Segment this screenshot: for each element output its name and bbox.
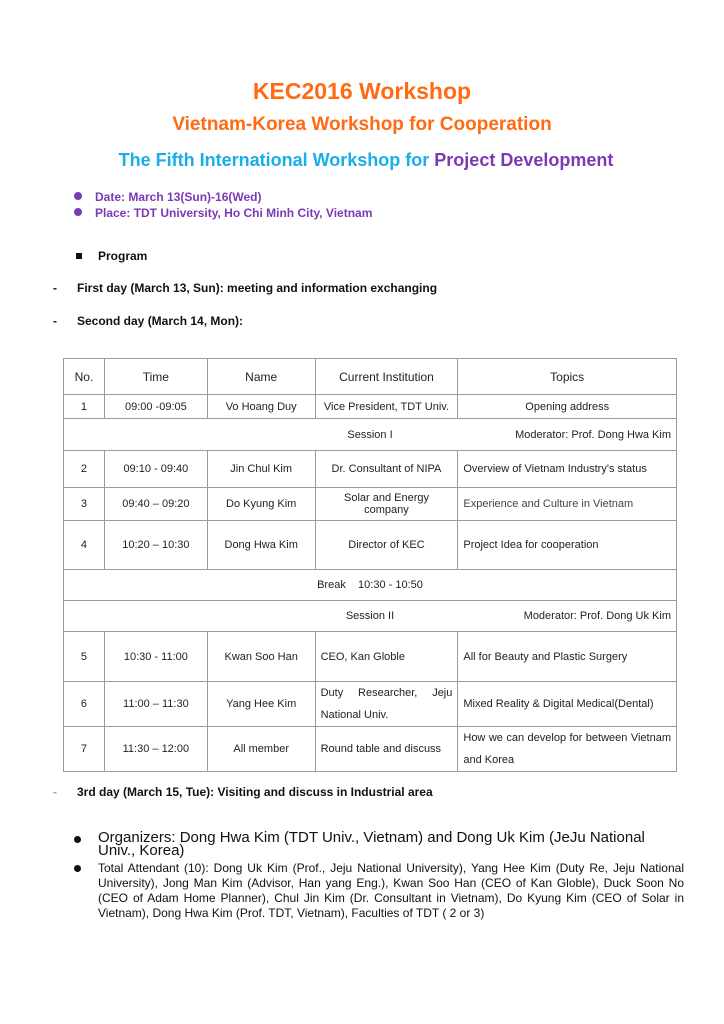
- cell-institution: Round table and discuss: [315, 727, 458, 772]
- table-row: [64, 395, 677, 419]
- cell-institution: CEO, Kan Globle: [315, 632, 458, 682]
- day3-text: 3rd day (March 15, Tue): Visiting and discuss in Industrial area: [77, 785, 433, 799]
- cell-institution: Director of KEC: [315, 521, 458, 570]
- bullet-icon: [74, 192, 82, 200]
- dash-icon: -: [53, 281, 57, 295]
- header-topics: Topics: [458, 359, 677, 395]
- dash-icon: -: [53, 785, 57, 799]
- cell-name: Do Kyung Kim: [207, 488, 315, 521]
- square-bullet-icon: [76, 253, 82, 259]
- date-text: Date: March 13(Sun)-16(Wed): [95, 190, 262, 204]
- session2-cell: [64, 601, 677, 632]
- header-time: Time: [104, 359, 207, 395]
- break-row: [64, 570, 677, 601]
- cell-name: Jin Chul Kim: [207, 451, 315, 488]
- cell-topic: Opening address: [458, 395, 677, 419]
- cell-time: 09:40 – 09:20: [104, 488, 207, 521]
- bullet-icon: [74, 836, 81, 843]
- cell-topic: Project Idea for cooperation: [458, 521, 677, 570]
- cell-topic: All for Beauty and Plastic Surgery: [458, 632, 677, 682]
- cell-institution: Dr. Consultant of NIPA: [315, 451, 458, 488]
- cell-no: 2: [64, 451, 105, 488]
- cell-no: 7: [64, 727, 105, 772]
- day1-text: First day (March 13, Sun): meeting and information exchanging: [77, 281, 438, 295]
- cell-name: Vo Hoang Duy: [207, 395, 315, 419]
- attendants-item: [72, 861, 684, 921]
- cell-time: 11:00 – 11:30: [104, 682, 207, 727]
- cell-time: 09:10 - 09:40: [104, 451, 207, 488]
- session1-cell: [64, 419, 677, 451]
- attendants-text: Total Attendant (10): Dong Uk Kim (Prof., Jeju National University), Yang Hee Kim (Duty Re, Jeju National University), Jong Man Kim (Advisor, Han yang Eng.), Kwan Soo Han (CEO of Kan Globle), Duck Soon No (CEO of Adam Home Planner), Chul Jin Kim (Dr. Consultant in Vietnam), Do Kyung Kim (CEO of Solar in Vietnam), Dong Hwa Kim (Prof. TDT, Vietnam), Faculties of TDT ( 2 or 3): [98, 861, 684, 920]
- cell-time: 11:30 – 12:00: [104, 727, 207, 772]
- document-tagline: [0, 150, 724, 171]
- program-heading: [76, 249, 147, 263]
- bullet-icon: [74, 208, 82, 216]
- cell-no: 3: [64, 488, 105, 521]
- session1-row: [64, 419, 677, 451]
- program-table: [63, 358, 677, 772]
- dash-icon: -: [53, 314, 57, 328]
- table-row: [64, 488, 677, 521]
- organizers-item: [72, 831, 684, 857]
- day1-line: [53, 281, 437, 295]
- break-cell: Break 10:30 - 10:50: [64, 570, 677, 601]
- day3-line: [53, 785, 433, 799]
- date-line: [74, 190, 261, 204]
- cell-time: 10:30 - 11:00: [104, 632, 207, 682]
- table-row: [64, 727, 677, 772]
- organizers-text: Organizers: Dong Hwa Kim (TDT Univ., Vietnam) and Dong Uk Kim (JeJu National Univ., Korea): [98, 829, 645, 859]
- cell-institution: Vice President, TDT Univ.: [315, 395, 458, 419]
- session2-row: [64, 601, 677, 632]
- cell-no: 6: [64, 682, 105, 727]
- header-name: Name: [207, 359, 315, 395]
- cell-name: Kwan Soo Han: [207, 632, 315, 682]
- header-no: No.: [64, 359, 105, 395]
- cell-topic: How we can develop for between Vietnam and Korea: [458, 727, 677, 772]
- session1-moderator: Moderator: Prof. Dong Hwa Kim: [515, 428, 671, 441]
- bullet-icon: [74, 865, 81, 872]
- cell-no: 1: [64, 395, 105, 419]
- table-header-row: [64, 359, 677, 395]
- document-title: KEC2016 Workshop: [252, 78, 472, 104]
- table-row: [64, 521, 677, 570]
- session2-moderator: Moderator: Prof. Dong Uk Kim: [523, 610, 671, 622]
- cell-institution: Solar and Energy company: [315, 488, 458, 521]
- cell-topic: Experience and Culture in Vietnam: [458, 488, 677, 521]
- day2-line: [53, 314, 243, 328]
- place-text: Place: TDT University, Ho Chi Minh City, Vietnam: [95, 206, 373, 220]
- table-row: [64, 451, 677, 488]
- tagline-part1: The Fifth International Workshop for: [118, 150, 435, 170]
- cell-topic: Overview of Vietnam Industry's status: [458, 451, 677, 488]
- document-subtitle: Vietnam-Korea Workshop for Cooperation: [172, 114, 552, 135]
- session1-label: Session I: [347, 428, 393, 441]
- day2-text: Second day (March 14, Mon):: [77, 314, 244, 328]
- cell-no: 4: [64, 521, 105, 570]
- cell-topic: Mixed Reality & Digital Medical(Dental): [458, 682, 677, 727]
- header-institution: Current Institution: [315, 359, 458, 395]
- footer-bullets: [72, 831, 684, 921]
- place-line: [74, 206, 372, 220]
- table-row: [64, 632, 677, 682]
- cell-institution: Duty Researcher, Jeju National Univ.: [315, 682, 458, 727]
- cell-name: Yang Hee Kim: [207, 682, 315, 727]
- cell-time: 10:20 – 10:30: [104, 521, 207, 570]
- cell-name: All member: [207, 727, 315, 772]
- tagline-part2: Project Development: [434, 150, 614, 170]
- table-row: [64, 682, 677, 727]
- program-label: Program: [98, 249, 148, 263]
- cell-name: Dong Hwa Kim: [207, 521, 315, 570]
- cell-no: 5: [64, 632, 105, 682]
- cell-time: 09:00 -09:05: [104, 395, 207, 419]
- session2-label: Session II: [345, 610, 395, 622]
